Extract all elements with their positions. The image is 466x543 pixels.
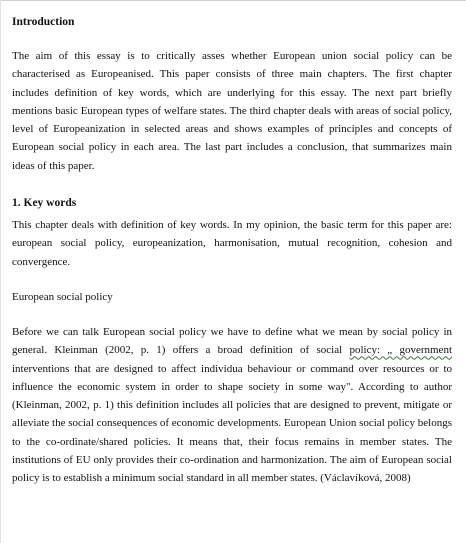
key-words-paragraph: This chapter deals with definition of key words. In my opinion, the basic term for this paper are: european social policy, europeanization, harmonisation, mutual recognition, cohesion and convergence.: [12, 219, 452, 268]
european-social-policy-subheading: European social policy: [12, 290, 113, 303]
european-social-policy-paragraph: [12, 323, 452, 488]
paragraph-text-start: Before we can talk European social policy we have to define what we mean by social policy in general. Kleinman (2002, p. 1) offers a broad definition of social: [12, 325, 452, 357]
key-words-heading: 1. Key words: [12, 197, 77, 210]
introduction-heading: Introduction: [12, 16, 75, 28]
document-body: [12, 15, 452, 488]
page-border-top: [0, 0, 466, 1]
introduction-paragraph: The aim of this essay is to critically asses whether European union social policy can be characterised as Europeanised. This paper consists of three main chapters. The first chapter includes definition of key words, which are underlying for this essay. The next part briefly mentions basic European types of welfare states. The third chapter deals with areas of social policy, level of Europeanization in selected areas and shows examples of principles and concepts of European social policy in each area. The last part includes a conclusion, that summarizes main ideas of this paper.: [12, 50, 452, 172]
grammar-flagged-text[interactable]: policy: „ government: [349, 344, 452, 357]
page-border-left: [0, 0, 1, 543]
paragraph-text-end: interventions that are designed to affect individua behaviour or command over resources or to influence the economic system in order to shape society in some way". According to author (Kleinman, 2002, p. 1) this definition includes all policies that are designed to prevent, mitigate or alleviate the social consequences of economic developments. European Union social policy belongs to the co-ordinate/shared policies. It means that, their focus remains in member states. The institutions of EU only provides their co-ordination and harmonization. The aim of European social policy is to establish a minimum social standard in all member states. (Václavíková, 2008): [12, 362, 452, 485]
